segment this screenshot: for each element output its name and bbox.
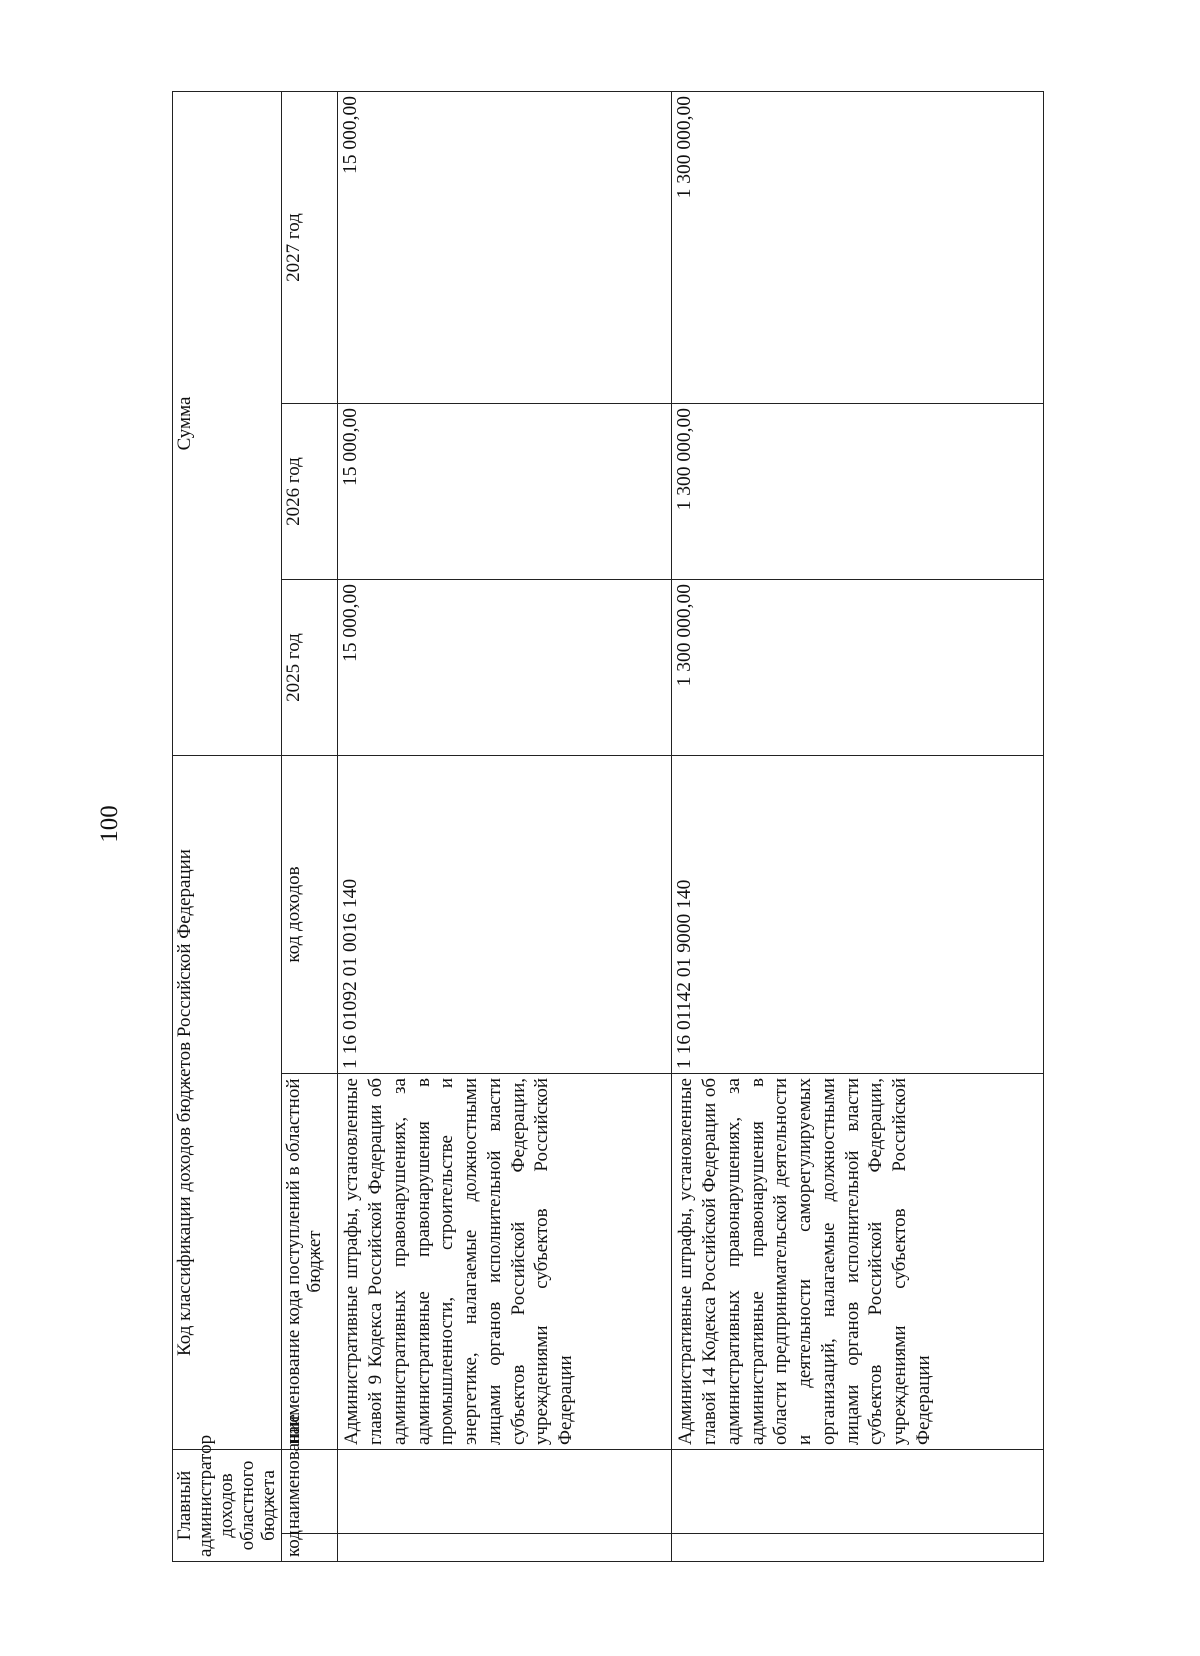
row-description: Административные штрафы, установленные главой 9 Кодекса Российской Федерации об административных правонарушениях, за административные правонарушения в промышленности, строительстве и энергетике, налагаемые должностными лицами органов исполнительной власти субъектов Российской Федерации, учреждениями субъектов Российской Федерации — [338, 1074, 672, 1450]
row-admin-name — [672, 1450, 1044, 1534]
row-admin-name — [338, 1450, 672, 1534]
rotated-table-container — [172, 92, 1032, 1562]
year-2027-header: 2027 год — [282, 92, 338, 404]
row-admin-code — [672, 1534, 1044, 1562]
income-name-header: наименование кода поступлений в областной бюджет — [282, 1074, 338, 1450]
row-description: Административные штрафы, установленные главой 14 Кодекса Российской Федерации об административных правонарушениях, за административные правонарушения в области предпринимательской деятельности и деятельности саморегулируемых организаций, налагаемые должностными лицами органов исполнительной власти субъектов Российской Федерации, учреждениями субъектов Российской Федерации — [672, 1074, 1044, 1450]
year-2025-header: 2025 год — [282, 580, 338, 756]
admin-group-header: Главный администратор доходов областного бюджета — [173, 1450, 282, 1562]
sum-group-header: Сумма — [173, 92, 282, 756]
row-amount-2026: 15 000,00 — [338, 404, 672, 580]
row-amount-2027: 1 300 000,00 — [672, 92, 1044, 404]
header-row-sub — [282, 92, 338, 1562]
row-amount-2025: 15 000,00 — [338, 580, 672, 756]
page-number: 100 — [96, 805, 123, 843]
classification-group-header: Код классификации доходов бюджетов Российской Федерации — [173, 756, 282, 1450]
row-income-code: 1 16 01092 01 0016 140 — [338, 756, 672, 1074]
row-amount-2026: 1 300 000,00 — [672, 404, 1044, 580]
income-classification-table — [172, 91, 1044, 1562]
income-code-header: код доходов — [282, 756, 338, 1074]
row-admin-code — [338, 1534, 672, 1562]
row-amount-2027: 15 000,00 — [338, 92, 672, 404]
header-row-top — [173, 92, 282, 1562]
admin-name-header: наименование — [282, 1450, 338, 1534]
row-income-code: 1 16 01142 01 9000 140 — [672, 756, 1044, 1074]
table-row — [338, 92, 672, 1562]
year-2026-header: 2026 год — [282, 404, 338, 580]
row-amount-2025: 1 300 000,00 — [672, 580, 1044, 756]
table-row — [672, 92, 1044, 1562]
admin-code-header: код — [282, 1534, 338, 1562]
